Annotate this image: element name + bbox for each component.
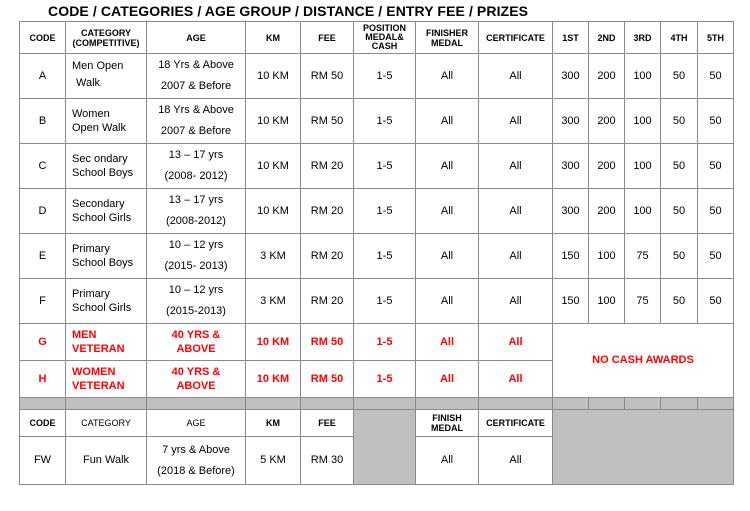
header-category: CATEGORY (COMPETITIVE) xyxy=(66,22,147,54)
category-cell: Primary School Girls xyxy=(66,279,147,324)
header-1st: 1ST xyxy=(553,22,589,54)
prize-4th: 50 xyxy=(661,54,698,99)
prize-5th: 50 xyxy=(698,144,734,189)
km-cell: 10 KM xyxy=(246,144,301,189)
header-2nd: 2ND xyxy=(589,22,625,54)
finisher-cell: All xyxy=(416,279,479,324)
no-cash-awards: NO CASH AWARDS xyxy=(553,324,734,398)
category-cell: WOMEN VETERAN xyxy=(66,361,147,398)
table-row xyxy=(20,144,734,189)
age-cell: 40 YRS & ABOVE xyxy=(147,361,246,398)
age-cell: 18 Yrs & Above 2007 & Before xyxy=(147,99,246,144)
prize-5th: 50 xyxy=(698,279,734,324)
prize-4th: 50 xyxy=(661,144,698,189)
prize-4th: 50 xyxy=(661,234,698,279)
table-row xyxy=(20,279,734,324)
code-cell: B xyxy=(20,99,66,144)
fee-cell: RM 50 xyxy=(301,54,354,99)
position-cell: 1-5 xyxy=(354,361,416,398)
position-cell: 1-5 xyxy=(354,279,416,324)
category-cell: Primary School Boys xyxy=(66,234,147,279)
age-cell: 13 – 17 yrs (2008-2012) xyxy=(147,189,246,234)
certificate-cell: All xyxy=(479,361,553,398)
table-row xyxy=(20,99,734,144)
prize-3rd: 100 xyxy=(625,54,661,99)
header-position: POSITION MEDAL& CASH xyxy=(354,22,416,54)
fee-cell: RM 50 xyxy=(301,99,354,144)
prize-5th: 50 xyxy=(698,99,734,144)
prize-2nd: 200 xyxy=(589,144,625,189)
finisher-cell: All xyxy=(416,361,479,398)
fun-header-km: KM xyxy=(246,410,301,437)
age-cell: 10 – 12 yrs (2015- 2013) xyxy=(147,234,246,279)
fun-header-certificate: CERTIFICATE xyxy=(479,410,553,437)
prize-2nd: 200 xyxy=(589,54,625,99)
code-cell: FW xyxy=(20,437,66,485)
prize-3rd: 100 xyxy=(625,99,661,144)
position-cell: 1-5 xyxy=(354,234,416,279)
position-cell: 1-5 xyxy=(354,189,416,234)
certificate-cell: All xyxy=(479,234,553,279)
position-cell: 1-5 xyxy=(354,324,416,361)
veteran-row xyxy=(20,324,734,361)
prize-3rd: 100 xyxy=(625,144,661,189)
age-cell: 10 – 12 yrs (2015-2013) xyxy=(147,279,246,324)
km-cell: 5 KM xyxy=(246,437,301,485)
fun-gray-block xyxy=(354,410,416,485)
category-cell: Women Open Walk xyxy=(66,99,147,144)
code-cell: D xyxy=(20,189,66,234)
table-row xyxy=(20,189,734,234)
prize-3rd: 75 xyxy=(625,279,661,324)
fun-gray-prize-block xyxy=(553,410,734,485)
age-cell: 40 YRS & ABOVE xyxy=(147,324,246,361)
position-cell: 1-5 xyxy=(354,144,416,189)
km-cell: 3 KM xyxy=(246,279,301,324)
prize-1st: 300 xyxy=(553,144,589,189)
km-cell: 3 KM xyxy=(246,234,301,279)
km-cell: 10 KM xyxy=(246,324,301,361)
finisher-cell: All xyxy=(416,54,479,99)
fee-cell: RM 20 xyxy=(301,189,354,234)
header-code: CODE xyxy=(20,22,66,54)
certificate-cell: All xyxy=(479,54,553,99)
prize-5th: 50 xyxy=(698,54,734,99)
fun-header-fee: FEE xyxy=(301,410,354,437)
code-cell: E xyxy=(20,234,66,279)
category-cell: Sec ondary School Boys xyxy=(66,144,147,189)
certificate-cell: All xyxy=(479,189,553,234)
fun-header-age: AGE xyxy=(147,410,246,437)
header-row xyxy=(20,22,734,54)
km-cell: 10 KM xyxy=(246,99,301,144)
fee-cell: RM 50 xyxy=(301,361,354,398)
prize-2nd: 100 xyxy=(589,234,625,279)
fun-header-category: CATEGORY xyxy=(66,410,147,437)
certificate-cell: All xyxy=(479,324,553,361)
fee-cell: RM 30 xyxy=(301,437,354,485)
certificate-cell: All xyxy=(479,144,553,189)
prize-table xyxy=(19,21,734,485)
fee-cell: RM 50 xyxy=(301,324,354,361)
prize-4th: 50 xyxy=(661,279,698,324)
fee-cell: RM 20 xyxy=(301,234,354,279)
header-km: KM xyxy=(246,22,301,54)
category-cell: Men Open Walk xyxy=(66,54,147,99)
prize-4th: 50 xyxy=(661,189,698,234)
table-row xyxy=(20,54,734,99)
finisher-cell: All xyxy=(416,99,479,144)
code-cell: G xyxy=(20,324,66,361)
code-cell: C xyxy=(20,144,66,189)
km-cell: 10 KM xyxy=(246,189,301,234)
prize-1st: 150 xyxy=(553,279,589,324)
prize-1st: 300 xyxy=(553,54,589,99)
fee-cell: RM 20 xyxy=(301,279,354,324)
km-cell: 10 KM xyxy=(246,361,301,398)
page-title: CODE / CATEGORIES / AGE GROUP / DISTANCE / ENTRY FEE / PRIZES xyxy=(48,3,529,19)
fun-header-finish: FINISH MEDAL xyxy=(416,410,479,437)
km-cell: 10 KM xyxy=(246,54,301,99)
certificate-cell: All xyxy=(479,437,553,485)
prize-1st: 300 xyxy=(553,99,589,144)
separator-row xyxy=(20,398,734,410)
prize-4th: 50 xyxy=(661,99,698,144)
prize-2nd: 200 xyxy=(589,99,625,144)
finisher-cell: All xyxy=(416,324,479,361)
prize-3rd: 100 xyxy=(625,189,661,234)
prize-3rd: 75 xyxy=(625,234,661,279)
prize-2nd: 100 xyxy=(589,279,625,324)
header-3rd: 3RD xyxy=(625,22,661,54)
age-cell: 7 yrs & Above (2018 & Before) xyxy=(147,437,246,485)
age-cell: 18 Yrs & Above 2007 & Before xyxy=(147,54,246,99)
position-cell: 1-5 xyxy=(354,99,416,144)
finisher-cell: All xyxy=(416,437,479,485)
header-fee: FEE xyxy=(301,22,354,54)
code-cell: F xyxy=(20,279,66,324)
prize-1st: 150 xyxy=(553,234,589,279)
prize-1st: 300 xyxy=(553,189,589,234)
prize-5th: 50 xyxy=(698,234,734,279)
certificate-cell: All xyxy=(479,279,553,324)
fun-header-row xyxy=(20,410,734,437)
age-cell: 13 – 17 yrs (2008- 2012) xyxy=(147,144,246,189)
header-4th: 4TH xyxy=(661,22,698,54)
finisher-cell: All xyxy=(416,144,479,189)
certificate-cell: All xyxy=(479,99,553,144)
position-cell: 1-5 xyxy=(354,54,416,99)
prize-5th: 50 xyxy=(698,189,734,234)
code-cell: H xyxy=(20,361,66,398)
category-cell: Secondary School Girls xyxy=(66,189,147,234)
fee-cell: RM 20 xyxy=(301,144,354,189)
header-5th: 5TH xyxy=(698,22,734,54)
table-row xyxy=(20,234,734,279)
category-cell: MEN VETERAN xyxy=(66,324,147,361)
finisher-cell: All xyxy=(416,189,479,234)
code-cell: A xyxy=(20,54,66,99)
header-finisher: FINISHER MEDAL xyxy=(416,22,479,54)
category-cell: Fun Walk xyxy=(66,437,147,485)
fun-header-code: CODE xyxy=(20,410,66,437)
header-age: AGE xyxy=(147,22,246,54)
finisher-cell: All xyxy=(416,234,479,279)
header-certificate: CERTIFICATE xyxy=(479,22,553,54)
prize-2nd: 200 xyxy=(589,189,625,234)
